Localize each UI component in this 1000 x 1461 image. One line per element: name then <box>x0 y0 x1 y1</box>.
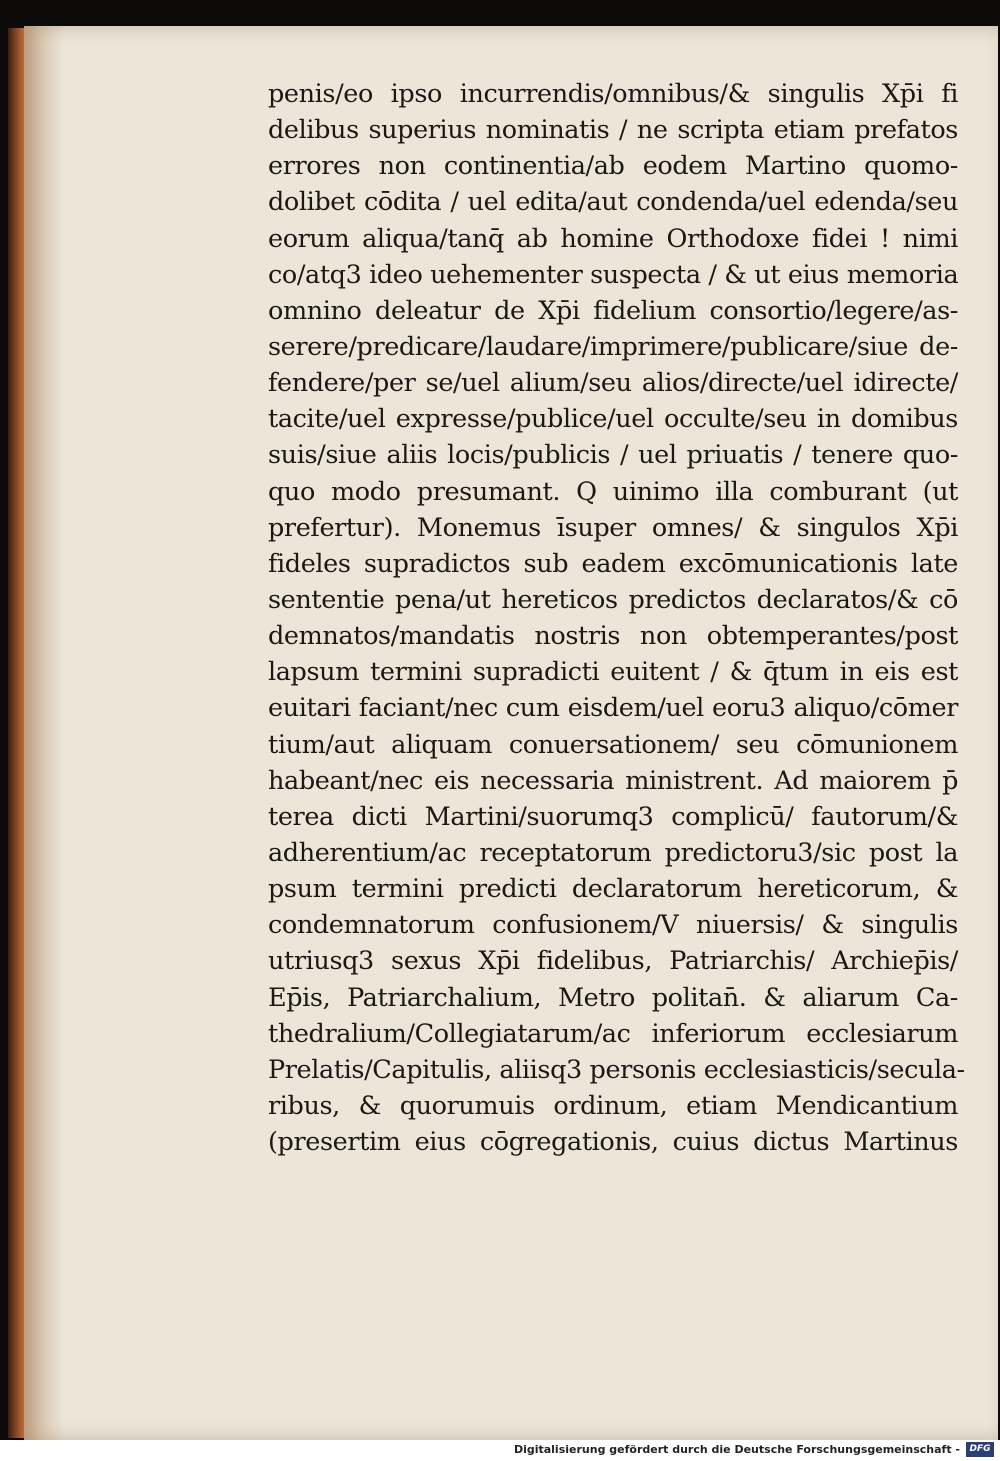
text-line: fideles supradictos sub eadem excōmunicationis late <box>268 548 958 579</box>
text-line: Ep̄is, Patriarchalium, Metro politan̄. & aliarum Ca- <box>268 982 958 1013</box>
text-line: co/atq3 ideo uehementer suspecta / & ut eius memoria <box>268 259 959 290</box>
text-line: ribus, & quorumuis ordinum, etiam Mendicantium <box>268 1090 958 1121</box>
text-line: dolibet cōdita / uel edita/aut condenda/uel edenda/seu <box>268 187 958 218</box>
text-line: sententie pena/ut hereticos predictos declaratos/& cō <box>268 584 958 615</box>
text-line: errores non continentia/ab eodem Martino quomo- <box>268 151 958 182</box>
text-line: (presertim eius cōgregationis, cuius dictus Martinus <box>268 1127 958 1158</box>
text-line: prefertur). Monemus īsuper omnes/ & singulos Xp̄i <box>268 512 958 543</box>
text-line: suis/siue aliis locis/publicis / uel priuatis / tenere quo- <box>268 440 958 471</box>
text-line: omnino deleatur de Xp̄i fidelium consortio/legere/as- <box>268 295 958 326</box>
page-text <box>268 76 965 1160</box>
text-line: penis/eo ipso incurrendis/omnibus/& singulis Xp̄i fi <box>268 79 958 109</box>
text-line: tacite/uel expresse/publice/uel occulte/seu in domibus <box>268 404 958 435</box>
text-line: serere/predicare/laudare/imprimere/publicare/siue de- <box>268 331 958 362</box>
text-line: condemnatorum confusionem/V niuersis/ & singulis <box>268 910 958 941</box>
text-line: euitari faciant/nec cum eisdem/uel eoru3 aliquo/cōmer <box>268 693 958 724</box>
text-line: terea dicti Martini/suorumq3 complicū/ fautorum/& <box>268 801 958 832</box>
text-line: habeant/nec eis necessaria ministrent. Ad maiorem p̄ <box>268 765 958 796</box>
text-line: utriusq3 sexus Xp̄i fidelibus, Patriarchis/ Archiep̄is/ <box>268 946 958 977</box>
page-stain <box>24 26 64 1440</box>
text-line: tium/aut aliquam conuersationem/ seu cōmunionem <box>268 729 958 760</box>
text-line: eorum aliqua/tanq̄ ab homine Orthodoxe fidei ! nimi <box>268 223 958 254</box>
text-line: demnatos/mandatis nostris non obtemperantes/post <box>268 621 958 652</box>
text-line: thedralium/Collegiatarum/ac inferiorum ecclesiarum <box>268 1018 958 1049</box>
footer <box>0 1440 1000 1461</box>
text-line: delibus superius nominatis / ne scripta etiam prefatos <box>268 115 958 146</box>
text-line: lapsum termini supradicti euitent / & q̄tum in eis est <box>268 657 958 688</box>
text-line: fendere/per se/uel alium/seu alios/directe/uel idirecte/ <box>268 368 958 399</box>
text-line: Prelatis/Capitulis, aliisq3 personis ecclesiasticis/secula- <box>268 1054 965 1085</box>
dfg-logo: DFG <box>966 1442 994 1457</box>
dfg-credit-text: Digitalisierung gefördert durch die Deutsche Forschungsgemeinschaft - <box>513 1443 960 1456</box>
text-line: adherentium/ac receptatorum predictoru3/sic post la <box>268 837 958 868</box>
text-line: psum termini predicti declaratorum hereticorum, & <box>268 874 958 905</box>
text-line: quo modo presumant. Q uinimo illa comburant (ut <box>268 476 958 507</box>
